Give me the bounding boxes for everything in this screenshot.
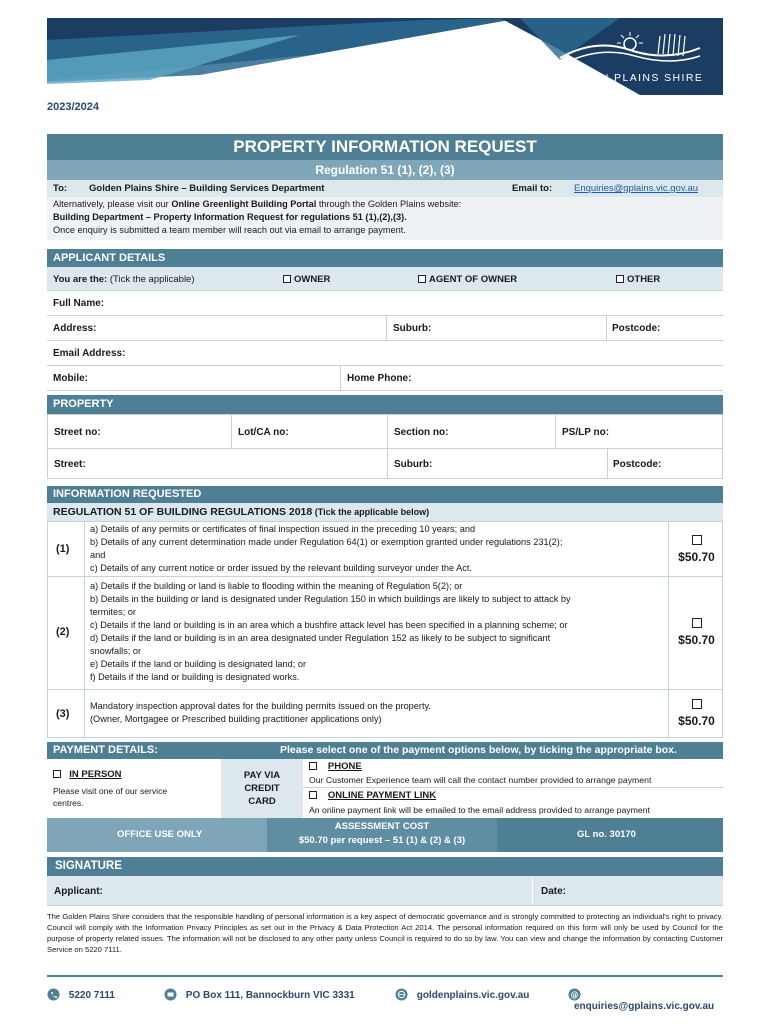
item-2-line-f: f) Details if the land or building is designated works. [90,672,300,682]
footer-phone-text: 5220 7111 [68,990,115,1001]
svg-text:@: @ [570,990,579,1000]
property-postcode-field[interactable] [607,449,724,478]
owner-label: OWNER [294,274,331,285]
property-suburb-label: Suburb: [394,459,433,470]
regulation-subtitle: Regulation 51 (1), (2), (3) [47,160,723,180]
you-are-hint: (Tick the applicable) [107,274,195,285]
footer-phone[interactable] [47,988,115,1001]
item-3-line-2: (Owner, Mortgagee or Prescribed building practitioner applications only) [90,714,382,724]
info-item-1 [47,521,723,577]
email-address-label: Email Address: [53,348,126,359]
alt-line-1a: Alternatively, please visit our [53,199,172,209]
brand-name: GOLDEN PLAINS SHIRE [557,72,704,84]
item-3-description [84,690,668,737]
online-checkbox[interactable] [309,791,317,799]
property-row-2 [47,449,723,479]
signature-row [47,876,723,906]
property-suburb-field[interactable] [387,449,607,478]
email-to-label: Email to: [512,183,553,194]
sun-fields-logo-icon [555,28,705,68]
date-field[interactable] [532,876,723,905]
assessment-cost [267,820,497,848]
item-3-number: (3) [56,708,70,720]
alternative-block [47,197,723,240]
info-item-2 [47,577,723,690]
postcode-label: Postcode: [612,323,661,334]
info-item-3 [47,690,723,738]
online-option[interactable] [309,790,436,801]
in-person-block[interactable] [47,759,221,818]
online-label: ONLINE PAYMENT LINK [327,790,437,801]
regulation-51-hint: (Tick the applicable below) [312,507,430,517]
phone-option-block[interactable] [303,759,723,788]
property-postcode-label: Postcode: [613,459,662,470]
item-2-number: (2) [56,626,70,638]
item-2-line-d: d) Details if the land or building is in an area designated under Regulation 152 as likely to be subject to significant [90,633,551,643]
item-3-checkbox[interactable] [692,699,702,709]
alt-line-2: Building Department – Property Information Request for regulations 51 (1),(2),(3). [53,212,407,222]
brand-logo [555,28,705,68]
pay-via-credit-card [221,759,303,818]
top-banner [0,0,770,95]
phone-label: PHONE [327,761,362,772]
postcode-field[interactable] [606,316,723,340]
footer-email[interactable] [568,988,723,1012]
privacy-statement: The Golden Plains Shire considers that the responsible handling of personal information is a key aspect of democratic governance and is strongly committed to protecting an individual's right to privacy. Council will comply with the Information Privacy Principles as set out in the Privacy & Data Protection Act 2014. The personal information required on this form will only be used by Council for the purpose of property related issues. The information will not be disclosed to any other party unless Council is required to do so by law. You can view and change the information by contacting Customer Service on 5220 7111. [47,912,723,954]
item-2-line-d2: snowfalls; or [90,646,142,656]
applicant-heading: APPLICANT DETAILS [47,249,723,267]
lot-label: Lot/CA no: [238,427,289,438]
property-row-1 [47,414,723,449]
assessment-title: ASSESSMENT COST [334,821,430,832]
to-value: Golden Plains Shire – Building Services Department [89,183,325,194]
to-label: To: [53,183,68,194]
home-phone-label: Home Phone: [347,373,412,384]
footer-divider [47,975,723,977]
item-1-price: $50.70 [678,550,715,564]
home-phone-field[interactable] [340,366,723,390]
email-to-link[interactable]: Enquiries@gplains.vic.gov.au [574,183,699,194]
info-subheading [47,503,723,521]
footer-web-text: goldenplains.vic.gov.au [416,990,530,1001]
item-2-checkbox[interactable] [692,618,702,628]
item-3-tick[interactable] [668,690,724,737]
form-title: PROPERTY INFORMATION REQUEST [47,134,723,160]
other-label: OTHER [627,274,661,285]
pay-via-line-3: CARD [248,796,276,807]
footer-po [164,988,355,1001]
other-checkbox[interactable] [616,275,624,283]
payment-instruction: Please select one of the payment options below, by ticking the appropriate box. [280,744,677,756]
item-1-line-b2: and [90,550,106,560]
at-sign-icon [568,988,581,1001]
phone-option[interactable] [309,761,362,772]
street-label: Street: [54,459,86,470]
item-1-line-a: a) Details of any permits or certificates of final inspection issued in the preceding 10 years; and [90,524,476,534]
assessment-value: $50.70 per request – 51 (1) & (2) & (3) [298,835,466,846]
item-2-line-b: b) Details in the building or land is designated under Regulation 150 in which buildings are likely to subject to attack by [90,594,571,604]
alt-line-1c: through the Golden Plains website: [316,199,462,209]
phone-icon [47,988,60,1001]
globe-icon [395,988,408,1001]
full-name-label: Full Name: [53,298,105,309]
section-field[interactable] [387,415,555,448]
suburb-label: Suburb: [393,323,432,334]
office-use-bar [47,818,723,852]
item-1-number: (1) [56,543,70,555]
online-note: An online payment link will be emailed to the email address provided to arrange payment [309,805,650,815]
date-label: Date: [541,886,567,897]
phone-note: Our Customer Experience team will call the contact number provided to arrange payment [309,775,652,785]
pay-via-line-1: PAY VIA [243,770,281,781]
in-person-checkbox[interactable] [53,770,61,778]
payment-heading: PAYMENT DETAILS: [53,744,158,756]
mobile-label: Mobile: [53,373,88,384]
item-2-line-a: a) Details if the building or land is liable to flooding within the meaning of Regulation 5(2); or [90,581,463,591]
agent-checkbox[interactable] [418,275,426,283]
owner-option[interactable] [283,274,330,285]
item-1-description [84,522,668,576]
agent-option[interactable] [418,274,517,285]
regulation-51-title: REGULATION 51 OF BUILDING REGULATIONS 2018 [53,506,313,518]
to-row [47,180,723,197]
footer-email-text: enquiries@gplains.vic.gov.au [574,1001,715,1012]
address-label: Address: [53,323,97,334]
suburb-field[interactable] [386,316,606,340]
greenlight-portal-link[interactable]: Online Greenlight Building Portal [171,199,317,209]
lot-field[interactable] [231,415,387,448]
footer-web[interactable] [395,988,529,1001]
alt-line-3: Once enquiry is submitted a team member will reach out via email to arrange payment. [53,225,406,235]
online-option-block[interactable] [303,788,723,818]
item-1-line-c: c) Details of any current notice or order issued by the relevant building surveyor under the Act. [90,563,472,573]
other-option[interactable] [616,274,660,285]
phone-checkbox[interactable] [309,762,317,770]
street-no-label: Street no: [54,427,101,438]
item-1-tick[interactable] [668,522,724,576]
agent-label: AGENT OF OWNER [429,274,518,285]
gl-number: GL no. 30170 [577,829,636,840]
full-name-field[interactable] [47,291,723,316]
footer-po-text: PO Box 111, Bannockburn VIC 3331 [185,990,355,1001]
office-use-label: OFFICE USE ONLY [117,829,203,840]
section-label: Section no: [394,427,449,438]
item-3-line-1: Mandatory inspection approval dates for the building permits issued on the property. [90,701,431,711]
payment-heading-bar [47,742,723,759]
in-person-note: Please visit one of our service centres. [53,786,168,808]
mailbox-icon [164,988,177,1001]
item-2-price: $50.70 [678,633,715,647]
you-are-text: You are the: [53,274,108,285]
in-person-option[interactable] [53,769,122,780]
pay-via-line-2: CREDIT [244,783,280,794]
item-2-line-c: c) Details if the land or building is in an area which a bushfire attack level has been specified in a planning scheme; or [90,620,568,630]
item-1-line-b: b) Details of any current determination made under Regulation 64(1) or exemption granted under regulations 231(2); [90,537,563,547]
address-row [47,316,723,341]
footer [47,988,723,1012]
ps-field[interactable] [555,415,724,448]
item-2-line-e: e) Details if the land or building is designated land; or [90,659,307,669]
alt-line-1 [53,198,461,211]
property-heading: PROPERTY [47,395,723,414]
phone-row [47,366,723,391]
signature-heading: SIGNATURE [47,857,723,876]
ps-label: PS/LP no: [562,427,610,438]
info-heading: INFORMATION REQUESTED [47,486,723,503]
applicant-signature-label: Applicant: [54,886,103,897]
item-1-checkbox[interactable] [692,535,702,545]
you-are-row [47,267,723,291]
item-2-tick[interactable] [668,577,724,689]
email-address-field[interactable] [47,341,723,366]
year-label: 2023/2024 [47,101,99,113]
you-are-label [53,274,195,285]
owner-checkbox[interactable] [283,275,291,283]
item-2-line-b2: termites; or [90,607,136,617]
item-2-description [84,577,668,689]
item-3-price: $50.70 [678,714,715,728]
in-person-label: IN PERSON [69,769,122,780]
